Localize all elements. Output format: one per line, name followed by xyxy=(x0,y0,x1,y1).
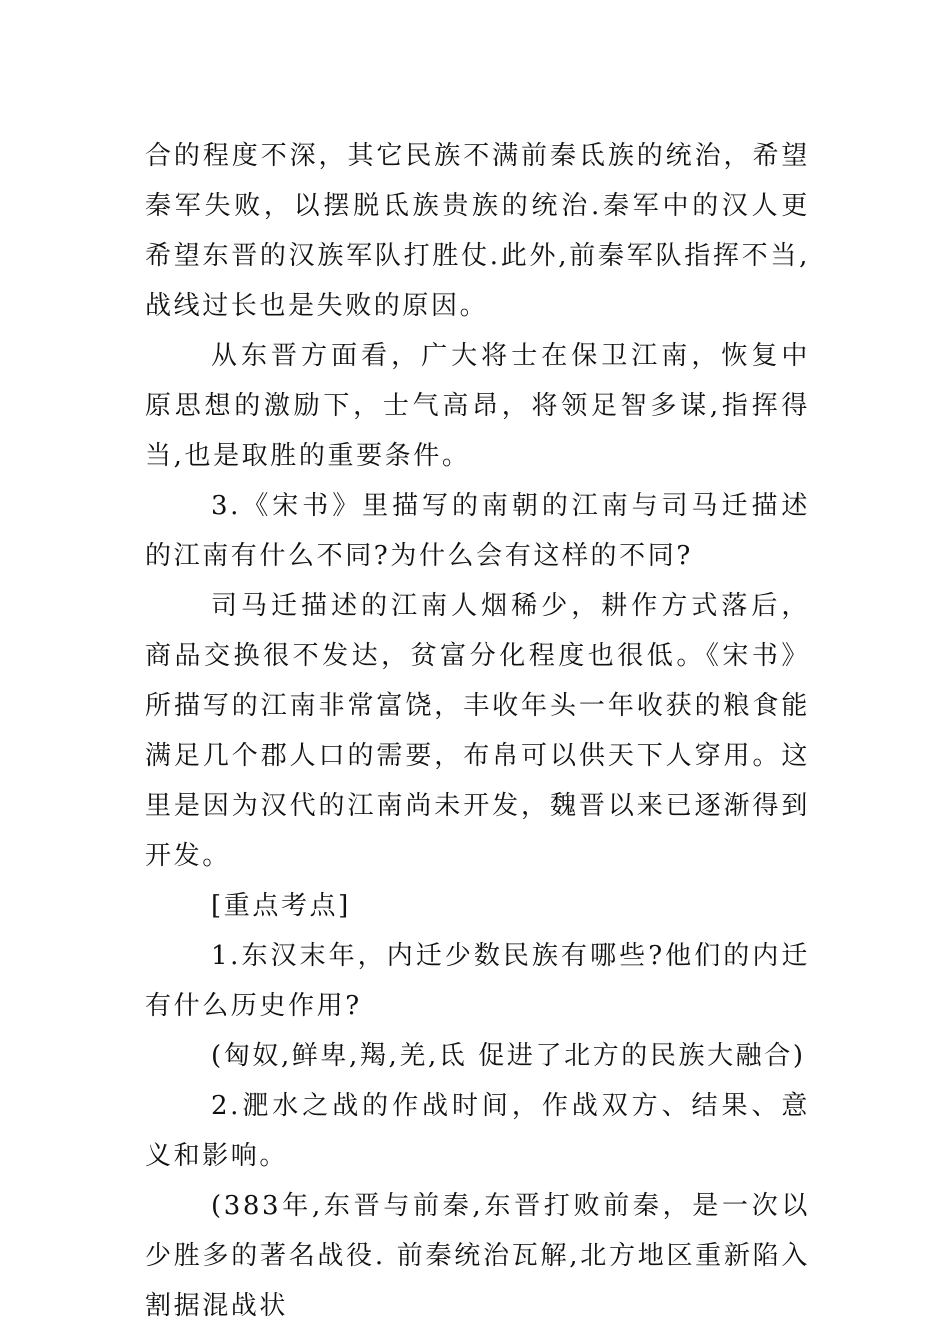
section-heading-key-points: [重点考点] xyxy=(211,891,351,921)
paragraph-1: 合的程度不深，其它民族不满前秦氐族的统治，希望秦军失败，以摆脱氐族贵族的统治.秦军中的汉人更希望东晋的汉族军队打胜仗.此外,前秦军队指挥不当,战线过长也是失败的原因。 xyxy=(145,141,810,321)
paragraph-8: 2.淝水之战的作战时间，作战双方、结果、意义和影响。 xyxy=(145,1091,810,1171)
paragraph-7: (匈奴,鲜卑,羯,羌,氐 促进了北方的民族大融合) xyxy=(211,1041,806,1071)
paragraph-2: 从东晋方面看，广大将士在保卫江南，恢复中原思想的激励下，士气高昂，将领足智多谋,指挥得当,也是取胜的重要条件。 xyxy=(145,341,810,471)
document-body xyxy=(145,131,810,1331)
paragraph-3: 3.《宋书》里描写的南朝的江南与司马迁描述的江南有什么不同?为什么会有这样的不同? xyxy=(145,491,810,571)
paragraph-9: (383年,东晋与前秦,东晋打败前秦，是一次以少胜多的著名战役. 前秦统治瓦解,北方地区重新陷入割据混战状 xyxy=(145,1191,810,1321)
paragraph-4: 司马迁描述的江南人烟稀少，耕作方式落后，商品交换很不发达，贫富分化程度也很低。《宋书》所描写的江南非常富饶，丰收年头一年收获的粮食能满足几个郡人口的需要，布帛可以供天下人穿用。这里是因为汉代的江南尚未开发，魏晋以来已逐渐得到开发。 xyxy=(145,591,810,871)
paragraph-6: 1.东汉末年，内迁少数民族有哪些?他们的内迁有什么历史作用? xyxy=(145,941,810,1021)
